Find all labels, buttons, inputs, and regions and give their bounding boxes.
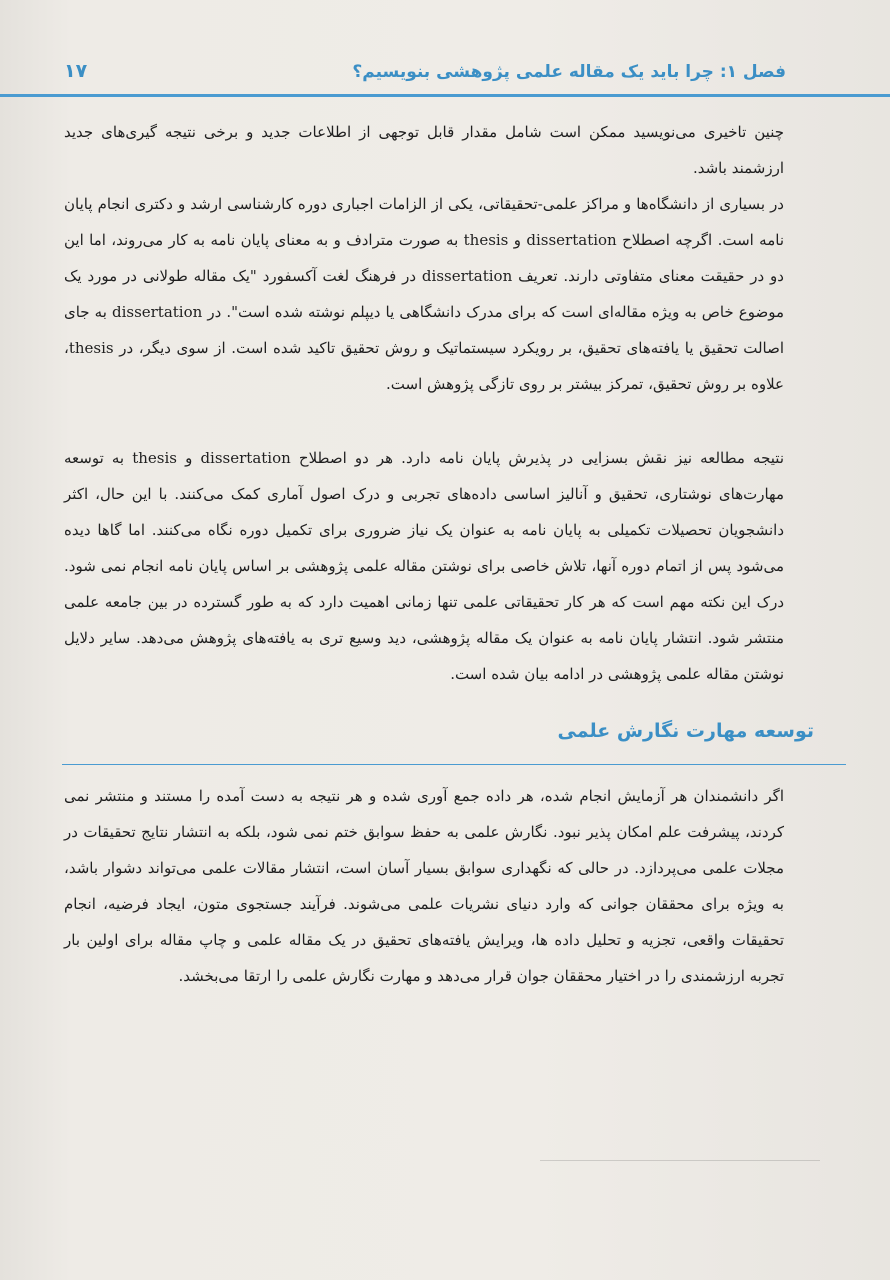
footnote-divider	[540, 1160, 820, 1161]
section-heading: توسعه مهارت نگارش علمی	[557, 720, 814, 742]
page-header	[0, 58, 890, 100]
page-number: ۱۷	[64, 60, 88, 82]
paragraph-1: چنین تاخیری می‌نویسید ممکن است شامل مقدار قابل توجهی از اطلاعات جدید و برخی نتیجه گیری‌های جدید ارزشمند باشد.	[64, 123, 784, 177]
footnote-area	[60, 1100, 830, 1260]
chapter-title: فصل ۱: چرا باید یک مقاله علمی پژوهشی بنویسیم؟	[352, 62, 786, 82]
paragraph-2: در بسیاری از دانشگاه‌ها و مراکز علمی-تحقیقاتی، یکی از الزامات اجباری دوره کارشناسی ارشد و دکتری انجام پایان نامه است. اگرچه اصطلاح dissertation و thesis به صورت مترادف و به معنای پایان نامه به کار می‌روند، اما این دو در حقیقت معنای متفاوتی دارند. تعریف dissertation در فرهنگ لغت آکسفورد "یک مقاله طولانی در مورد یک موضوع خاص به ویژه مقاله‌ای است که برای مدرک دانشگاهی یا دیپلم نوشته شده است". در dissertation به جای اصالت تحقیق یا یافته‌های تحقیق، بر رویکرد سیستماتیک و روش تحقیق تاکید شده است. از سوی دیگر، در thesis، علاوه بر روش تحقیق، تمرکز بیشتر بر روی تازگی پژوهش است.	[64, 195, 785, 393]
paragraph-4: اگر دانشمندان هر آزمایش انجام شده، هر داده جمع آوری شده و هر نتیجه به دست آمده را مستند و منتشر نمی کردند، پیشرفت علم امکان پذیر نبود. نگارش علمی به حفظ سوابق ختم نمی شود، بلکه به انتشار نتایج تحقیقات در مجلات علمی می‌پردازد. در حالی که نگهداری سوابق بسیار آسان است، انتشار مقالات علمی می‌تواند دشوار باشد، به ویژه برای محققان جوانی که وارد دنیای نشریات علمی می‌شوند. فرآیند جستجوی متون، ایجاد فرضیه، انجام تحقیقات واقعی، تجزیه و تحلیل داده ها، ویرایش یافته‌های تحقیق در یک مقاله علمی و چاپ مقاله برای اولین بار تجربه ارزشمندی را در اختیار محققان جوان قرار می‌دهد و مهارت نگارش علمی را ارتقا می‌بخشد.	[64, 787, 784, 985]
section-divider	[62, 764, 846, 765]
paragraph-3: نتیجه مطالعه نیز نقش بسزایی در پذیرش پایان نامه دارد. هر دو اصطلاح dissertation و thesis به توسعه مهارت‌های نوشتاری، تحقیق و آنالیز اساسی داده‌های تجربی و درک اصول آماری کمک می‌کنند. با این حال، اکثر دانشجویان تحصیلات تکمیلی به پایان نامه به عنوان یک نیاز ضروری برای تکمیل دوره نگاه می‌کنند. اما گاها دیده می‌شود پس از اتمام دوره آنها، تلاش خاصی برای نوشتن مقاله علمی پژوهشی بر اساس پایان نامه انجام نمی شود. درک این نکته مهم است که هر کار تحقیقاتی علمی تنها زمانی اهمیت دارد که به طور گسترده در بین جامعه علمی منتشر شود. انتشار پایان نامه به عنوان یک مقاله پژوهشی، دید وسیع تری به یافته‌های پژوهش می‌دهد. سایر دلایل نوشتن مقاله علمی پژوهشی در ادامه بیان شده است.	[64, 449, 785, 683]
header-divider	[0, 94, 890, 97]
